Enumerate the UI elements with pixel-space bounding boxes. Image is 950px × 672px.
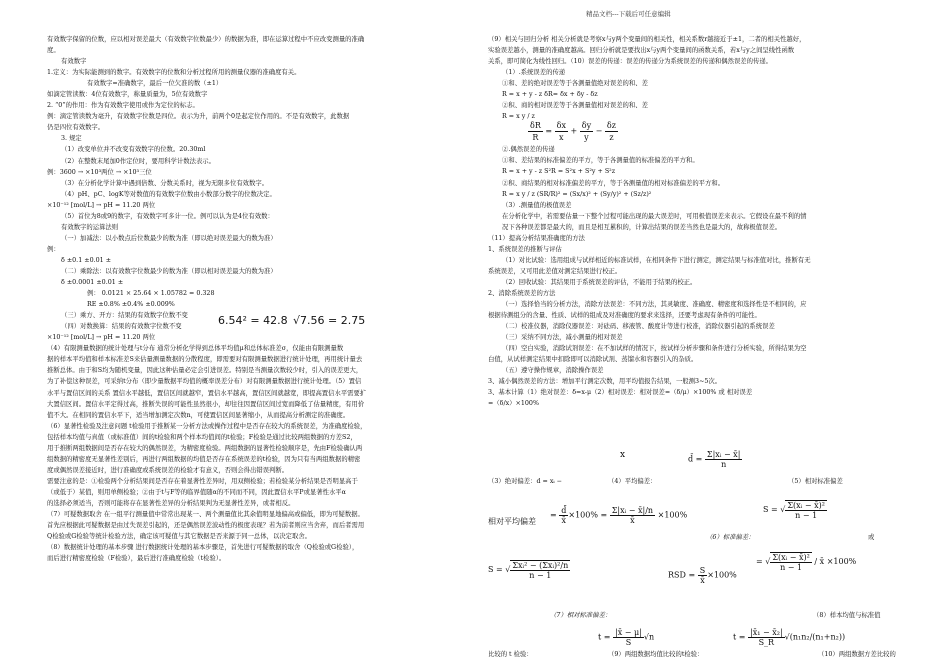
text-line: 1、系统误差的推断与评估	[488, 245, 562, 253]
text-line: （或低于）某值，则用单侧检验；②由于t与F等的临界值随α的不同而不同，因此置信水平P或显著性水平α	[47, 488, 346, 496]
text-line: （4）有限测量数据的统计处理与t分布 通常分析化学得到总体平均值μ和总体标准差σ，仅能由有限测量数	[47, 345, 344, 353]
text-line: R = x y / z (SR/R)² = (Sx/x)² + (Sy/y)² + (Sz/z)²	[502, 190, 652, 198]
text-line: R = x y / z	[502, 113, 535, 121]
or-label: 或	[868, 534, 875, 541]
text-line: 的选择必须适当，否则可能将存在显著性差异的分析结果判为无显著性差异，或者相反。	[47, 499, 295, 507]
text-line: （11）提高分析结果准确度的方法	[488, 234, 585, 242]
text-line: ②.偶然误差的传递	[502, 146, 555, 154]
rel-avg-dev-label: 相对平均偏差	[488, 517, 536, 526]
text-line: （1）对比试验：选用组成与试样相近的标准试样，在相同条件下进行测定，测定结果与标准值对比，推断有无	[502, 256, 811, 264]
text-line: 例：3600 → ×10³两位 → ×10³三位	[47, 168, 152, 176]
rsd-formula: RSD = $\frac{S}{x̄}$ ×100%	[668, 566, 737, 585]
text-line: 用于推断两组数据间是否存在较大的偶然误差，为精密度检验。两组数据的显著性检验顺序是，先由F检验确认两	[47, 444, 363, 452]
text-line: （四）对数换算：结果的有效数字位数不变	[61, 323, 182, 331]
text-line: 2. “0”的作用：作为有效数字使用或作为定位的标志。	[47, 102, 199, 110]
text-line: （2）在整数末尾加0作定位时，要用科学计数法表示。	[61, 157, 215, 165]
text-line: （三）乘方、开方：结果的有效数字位数不变	[61, 312, 188, 320]
text-line: 有效数字保留的位数，应以相对误差最大（有效数字位数最少）的数据为准，即在运算过程中不应改变测量的准确	[47, 36, 365, 43]
text-line: 关系，即可简化为线性回归。（10）误差的传递：误差的传递分为系统误差的传递和偶然误差的传递。	[488, 58, 773, 66]
relative-error-formula: $\frac{\delta R}{R}$ = $\frac{\delta x}{x}$ + $\frac{\delta y}{y}$ − $\frac{\delta z}{z}$	[530, 121, 616, 143]
square-example: 6.54² = 42.8	[218, 314, 288, 327]
text-line: ×10⁻¹² [mol/L] → pH = 11.20 两位	[47, 201, 156, 209]
t-test-label: 比较的 t 检验：	[488, 651, 533, 658]
text-line: R = x + y - z S²R = S²x + S²y + S²z	[502, 168, 616, 176]
text-line: =（δ/x）×100%	[488, 400, 539, 408]
text-line: ×10⁻¹² [mol/L] → pH = 11.20 两位	[47, 334, 156, 342]
text-line: （3）在分析化学计算中遇到倍数、分数关系时，视为无限多位有效数字。	[61, 179, 269, 187]
text-line: （二）校准仪器，消除仪器误差：对砝码、移液管、酸度计等进行校准，消除仪器引起的系统误差	[502, 323, 775, 331]
formula-region	[488, 448, 908, 668]
text-line: （一）选择恰当的分析方法，消除方法误差：不同方法，其灵敏度、准确度、精密度和选择性是不相同的，应	[502, 301, 807, 309]
text-line: 2、消除系统误差的方法	[488, 289, 556, 297]
text-line: （7）可疑数据取舍 在一组平行测量值中常常出现某一、两个测量值比其余值明显地偏高或偏低，即为可疑数据。	[47, 511, 364, 519]
text-line: 仍是四位有效数字。	[47, 124, 105, 132]
right-column	[488, 34, 908, 410]
text-line: 在分析化学中，若需要估量一下整个过程可能出现的最大误差时，可用极值误差来表示。它假设在最不利的情	[502, 212, 807, 220]
text-line: （1）改变单位并不改变有效数字的位数。20.30ml	[61, 146, 206, 154]
text-line: （9）相关与回归分析 相关分析就是考察x与y两个变量间的相关性，相关系数r越接近于±1，二者的相关性越好，	[488, 36, 806, 43]
text-line: ②积、商的相对误差等于各测量值相对误差的和、差	[502, 102, 648, 110]
text-line: 有效数字的运算法则	[61, 223, 119, 231]
text-line: （6）显著性检验及注意问题 t检验用于推断某一分析方法或操作过程中是否存在较大的系统误差，为准确度检验，	[47, 422, 367, 430]
text-line: RE ±0.8% ±0.4% ±0.009%	[87, 301, 175, 309]
text-line: δ ±0.0001 ±0.01 ±	[61, 279, 124, 287]
text-line: 度或偶然误差接近时，进行准确度或系统误差的检验才有意义，否则会得出错误判断。	[47, 466, 289, 474]
text-line: 水平与置信区间的关系 置信水平越低，置信区间就越窄，置信水平越高，置信区间就越宽，即提高置信水平需要扩	[47, 389, 367, 397]
text-line: 度。	[47, 47, 60, 55]
text-line: 实验误差越小，测量的准确度越高。回归分析就是要找出x与y两个变量间的函数关系，若x与y之间呈线性函数	[488, 47, 795, 55]
text-line: （二）乘除法：以有效数字位数最少的数为准（即以相对误差最大的数为准）	[61, 267, 277, 275]
two-var-label: （10）两组数据方差比较的	[818, 651, 896, 658]
text-line: 为了补偿这种误差，可采纳t分布（即少量数据平均值的概率误差分布）对有限测量数据进行统计处理。（5）置信	[47, 378, 362, 386]
two-mean-label: （9）两组数据均值比较的t检验：	[608, 651, 704, 658]
avg-deviation-formula: d̄ = $\frac{\text{Σ|xᵢ − x̄|}}{n}$	[688, 450, 741, 469]
sqrt-example: √7.56 = 2.75	[293, 314, 366, 327]
text-line: Q检验或G检验等统计检验方法，确定该可疑值与其它数据是否来源于同一总体，以决定取舍。	[47, 533, 312, 541]
text-line: 白值，从试样测定结果中扣除即可以消除试剂、蒸馏水和容器引入的杂质。	[488, 356, 698, 364]
text-line: ②积、商结果的相对标准偏差的平方，等于各测量值的相对标准偏差的平方和。	[502, 179, 725, 187]
two-mean-formula: t = $\frac{\text{|x̄₁ − x̄₂|}}{S\_R}$ √(n₁n₂/(n₁+n₂))	[733, 628, 846, 647]
left-column	[47, 34, 457, 564]
text-line: 1.定义：为实际能测到的数字。有效数字的位数和分析过程所用的测量仪器的准确度有关。	[47, 69, 301, 77]
mean-std-label: （8）样本均值与标准值	[813, 612, 881, 619]
text-line: （3）.测量值的极值误差	[502, 201, 572, 209]
xbar-symbol: x	[620, 450, 626, 460]
text-line: R = x + y - z δR= δx + δy - δz	[502, 91, 598, 99]
text-line: （1）.系统误差的传递	[502, 69, 566, 77]
text-line: δ ±0.1 ±0.01 ±	[61, 256, 112, 264]
text-line: 组数据的精密度无显著性差别后，再进行两组数据的均值是否存在系统误差的t检验，因为只有当两组数据的精密	[47, 455, 361, 463]
text-line: 如滴定管读数：4位有效数字，称量质量为，5位有效数字	[47, 91, 208, 99]
text-line: 3、基本计算（1）绝对误差：δ=x-μ（2）相对误差：相对误差=（δ/μ）×100% 或 相对误差	[488, 389, 753, 397]
text-line: 推断总体。由于和S均为随机变量，因此这种估量必定会引进误差。特别是当测量次数较少时，引入的误差更大，	[47, 367, 363, 375]
text-line: ①和、差结果的标准偏差的平方，等于各测量值的标准偏差的平方和。	[502, 157, 699, 165]
text-line: （8）数据统计处理的基本步骤 进行数据统计处理的基本步骤是，首先进行可疑数据的取舍（Q检验或G检验），	[47, 544, 359, 552]
text-line: 例：滴定管读数为毫升，有效数字位数是四位。表示为升，前两个0是起定位作用的。不是有效数字，此数据	[47, 113, 350, 121]
rsd-alt-formula: = √ $\frac{\text{Σ(xᵢ − x̄)²}}{n - 1}$ / x̄ ×100%	[756, 553, 857, 572]
rsd-label: （5）相对标准偏差	[788, 478, 843, 485]
text-line: 例：	[47, 245, 60, 253]
text-line: 据的样本平均值和样本标准差S来估量测量数据的分散程度，即需要对有限测量数据进行统计处理，再用统计量去	[47, 356, 363, 364]
text-line: （四）空白实验，消除试剂误差：在不加试样的情况下，按试样分析步骤和条件进行分析实验，所得结果为空	[502, 345, 807, 353]
text-line: （4）pH、pC、logK等对数值的有效数字位数由小数部分数字的位数决定。	[61, 190, 276, 198]
text-line: 包括样本均值与真值（或标准值）间的t检验和两个样本均值间的t检验；F检验是通过比较两组数据的方差S2，	[47, 433, 357, 441]
t-test-formula: t = $\frac{|x̄ - \mu|}{S}$ √n	[598, 628, 655, 647]
text-line: ①和、差的绝对误差等于各测量值绝对误差的和、差	[502, 80, 648, 88]
text-line: 例： 0.0121 × 25.64 × 1.05782 = 0.328	[87, 290, 215, 298]
text-line: （5）首位为8或9的数字，有效数字可多计一位。例可以认为是4位有效数：	[61, 212, 274, 220]
page-header: 精品文档---下载后可任意编辑	[586, 10, 671, 18]
text-line: 首先应根据此可疑数据是由过失误差引起的，还是偶然误差波动性的极度表现？若为前者则应当舍弃，而后者需用	[47, 522, 365, 530]
abs-deviation-label: （3）绝对偏差：d = xᵢ −	[488, 478, 563, 485]
text-line: 有效数字=准确数字，最后一位欠准的数（±1）	[87, 80, 223, 88]
text-line: 而后进行精密度检验（F检验），最后进行准确度检验（t检验）。	[47, 555, 226, 563]
text-line: （一）加减法：以小数点后位数最少的数为准（即以绝对误差最大的数为准）	[61, 234, 277, 242]
text-line: 需要注意的是：①检验两个分析结果间是否存在着显著性差异时，用双侧检验；若检验某分析结果是否明显高于	[47, 477, 358, 485]
std-dev-alt-formula: S = √ $\frac{\text{Σxᵢ² − (Σxᵢ)²/n}}{n - 1}$	[488, 561, 569, 580]
text-line: （五）遵守操作规章，消除操作误差	[502, 367, 604, 375]
text-line: （2）回收试验：其结果用于系统误差的评估，不能用于结果的校正。	[502, 278, 697, 286]
text-line: 有效数字	[61, 58, 87, 66]
avg-deviation-label: （4）平均偏差：	[608, 478, 657, 485]
std-dev-label: （6）标准偏差：	[706, 534, 755, 541]
text-line: 值不大。在相同的置信水平下，适当增加测定次数n，可使置信区间显著缩小，从而提高分析测定的准确度。	[47, 411, 350, 419]
text-line: （三）采纳不同方法，减小测量的相对误差	[502, 334, 623, 342]
text-line: 大置信区间。置信水平定得过高，推断失误的可能性虽然很小，却往往因置信区间过宽而降低了估量精度，有用价	[47, 400, 365, 408]
text-line: 系统误差，又可用此差值对测定结果进行校正。	[488, 267, 622, 275]
text-line: 根据待测组分的含量、性质、试样的组成及对准确度的要求来选择，还要考虑现有条件的可能性。	[488, 312, 761, 320]
text-line: 3. 规定	[61, 135, 82, 143]
rel-std-label: （7）相对标准偏差：	[550, 612, 612, 619]
rel-avg-dev-formula: = $\frac{d̄}{x̄}$ ×100% = $\frac{\text{Σ|xᵢ − x̄|/n}}{x̄}$ ×100%	[550, 506, 688, 525]
text-line: 3、减小偶然误差的方法：增加平行测定次数，用平均值报告结果，一般测3~5次。	[488, 378, 722, 386]
text-line: 况下各种误差都是最大的，而且是相互累积的，计算出结果的误差当然也是最大的，故称极值误差。	[502, 223, 782, 231]
std-dev-formula: S = √ $\frac{\text{Σ(xᵢ − x̄)²}}{n - 1}$	[763, 501, 825, 520]
